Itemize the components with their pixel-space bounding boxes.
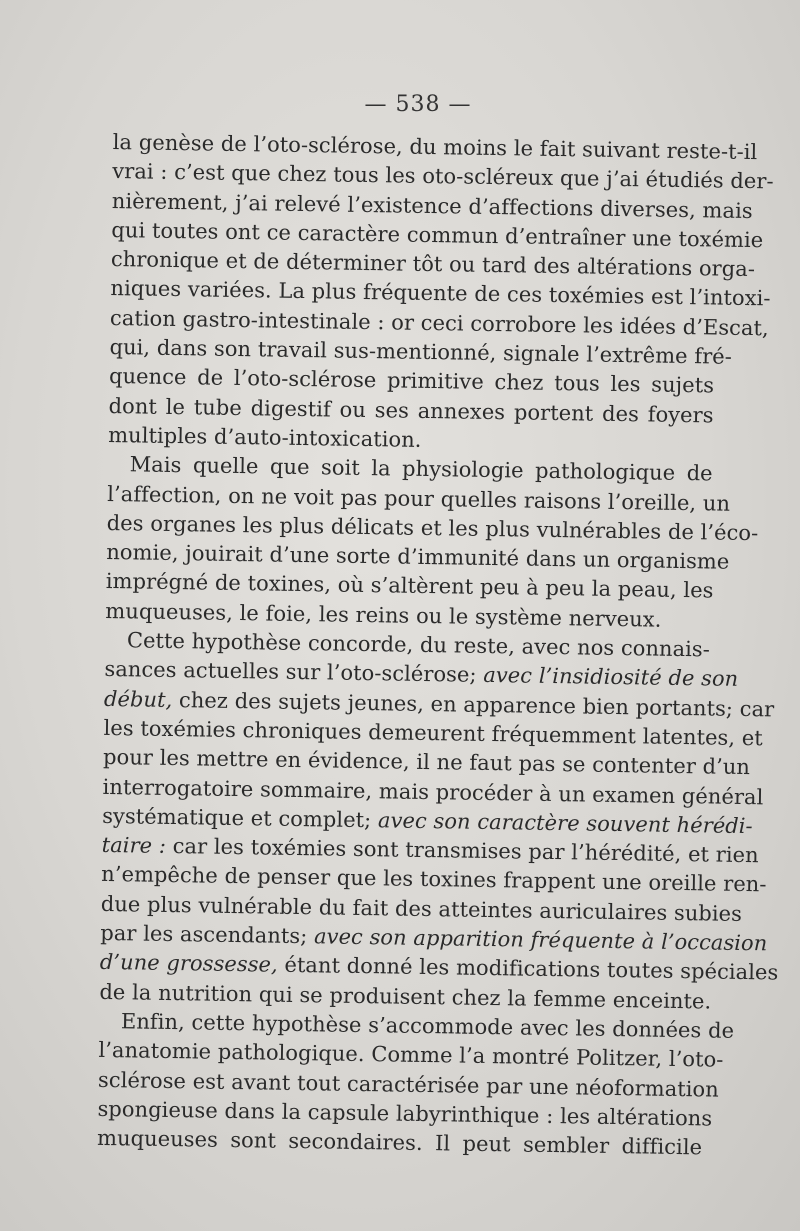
text-run: cation gastro-intestinale : or ceci corrobore les idées d’Escat,	[109, 305, 769, 341]
text-run: chronique et de déterminer tôt ou tard des altérations orga-	[110, 247, 756, 282]
text-run: muqueuses, le foie, les reins ou le système nerveux.	[105, 598, 662, 632]
text-run: qui, dans son travail sus-mentionné, signale l’extrême fré-	[109, 335, 733, 369]
text-run: de la nutrition qui se produisent chez la femme enceinte.	[99, 979, 712, 1014]
text-run: spongieuse dans la capsule labyrinthique : les altérations	[97, 1096, 713, 1131]
text-run: Cette hypothèse concorde, du reste, avec nos connais-	[126, 628, 711, 662]
text-run: nièrement, j’ai relevé l’existence d’affections diverses, mais	[111, 188, 753, 223]
text-run: car les toxémies sont transmises par l’hérédité, et rien	[165, 834, 759, 868]
italic-text-run: taire :	[101, 833, 167, 859]
body-text	[96, 128, 779, 1163]
text-run: par les ascendants;	[100, 920, 315, 949]
text-run: des organes les plus délicats et les plus vulnérables de l’éco-	[106, 510, 759, 546]
text-run: nomie, jouirait d’une sorte d’immunité dans un organisme	[106, 540, 730, 574]
text-run: qui toutes ont ce caractère commun d’entraîner une toxémie	[111, 217, 764, 253]
text-run: multiples d’auto-intoxication.	[107, 422, 422, 452]
text-run: due plus vulnérable du fait des atteintes auriculaires subies	[100, 891, 743, 926]
italic-text-run: d’une grossesse,	[99, 950, 278, 978]
text-run: quence de l’oto-sclérose primitive chez tous les sujets	[108, 364, 715, 398]
text-run: l’affection, on ne voit pas pour quelles raisons l’oreille, un	[107, 481, 731, 516]
text-run: vrai : c’est que chez tous les oto-scléreux que j’ai étudiés der-	[112, 159, 774, 194]
page-number: — 538 —	[364, 92, 472, 117]
text-run: muqueuses sont secondaires. Il peut sembler difficile	[96, 1125, 703, 1160]
text-run: étant donné les modifications toutes spéciales	[277, 953, 779, 985]
text-run: systématique et complet;	[102, 803, 379, 833]
text-run: n’empêche de penser que les toxines frappent une oreille ren-	[101, 862, 767, 897]
italic-text-run: avec son caractère souvent hérédi-	[377, 808, 753, 838]
text-run: la genèse de l’oto-sclérose, du moins le fait suivant reste-t-il	[112, 129, 758, 165]
text-run: Mais quelle que soit la physiologie pathologique de	[129, 452, 713, 486]
text-run: chez des sujets jeunes, en apparence bien portants; car	[172, 687, 775, 722]
italic-text-run: avec l’insidiosité de son	[483, 663, 739, 692]
text-run: sclérose est avant tout caractérisée par une néoformation	[97, 1067, 720, 1102]
text-run: pour les mettre en évidence, il ne faut pas se contenter d’un	[102, 745, 751, 780]
text-run: interrogatoire sommaire, mais procéder à un examen général	[102, 774, 764, 809]
italic-text-run: avec son apparition fréquente à l’occasion	[313, 924, 768, 956]
text-run: les toxémies chroniques demeurent fréquemment latentes, et	[103, 715, 763, 751]
text-run: niques variées. La plus fréquente de ces toxémies est l’intoxi-	[110, 276, 771, 311]
text-run: dont le tube digestif ou ses annexes portent des foyers	[108, 393, 714, 428]
text-run: sances actuelles sur l’oto-sclérose;	[104, 657, 484, 688]
text-run: l’anatomie pathologique. Comme l’a montré Politzer, l’oto-	[98, 1038, 724, 1072]
text-run: Enfin, cette hypothèse s’accommode avec les données de	[120, 1009, 735, 1043]
italic-text-run: début,	[103, 686, 173, 712]
text-run: imprégné de toxines, où s’altèrent peu à peu la peau, les	[105, 569, 714, 603]
